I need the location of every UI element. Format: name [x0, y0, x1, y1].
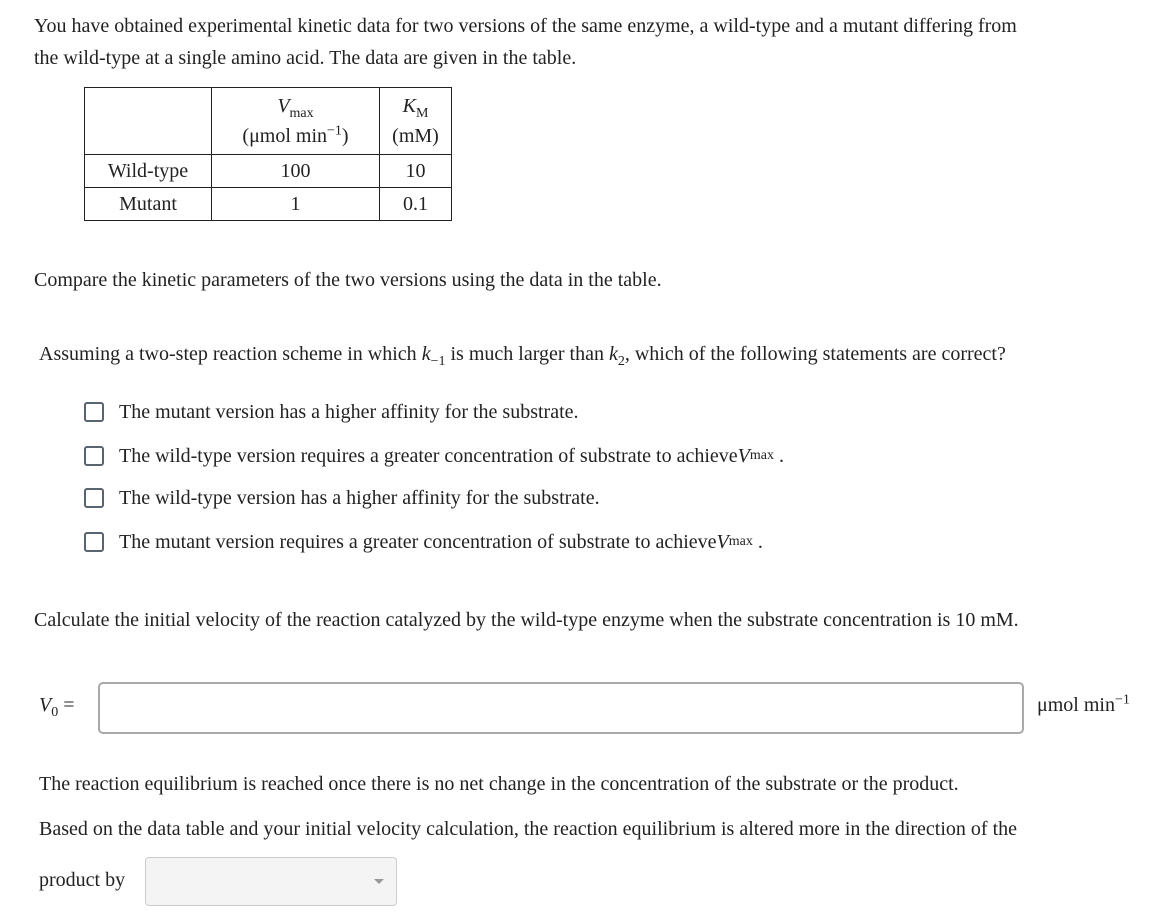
v0-label	[39, 694, 75, 720]
vmax-unit-pre: (μmol min	[242, 125, 328, 147]
intro-paragraph	[34, 10, 1154, 74]
unit-superscript: −1	[1114, 692, 1130, 708]
vmax-symbol: V	[716, 530, 729, 553]
table-corner-cell	[85, 88, 212, 155]
km-header	[380, 88, 452, 155]
question-text-pre: Assuming a two-step reaction scheme in which	[39, 343, 422, 365]
k-minus-1-symbol: k	[421, 343, 431, 365]
product-by-label: product by	[39, 869, 126, 891]
checkbox[interactable]	[84, 446, 104, 466]
k-minus-1-subscript: −1	[430, 354, 446, 369]
question-prompt	[39, 338, 1006, 370]
km-unit: (mM)	[392, 125, 439, 147]
cell-km-mutant: 0.1	[380, 188, 452, 221]
compare-instruction: Compare the kinetic parameters of the two versions using the data in the table.	[34, 269, 662, 291]
v0-symbol: V	[39, 694, 52, 716]
km-symbol: K	[402, 95, 416, 117]
vmax-subscript: max	[289, 106, 314, 121]
question-text-mid: is much larger than	[445, 343, 609, 365]
option-label: The wild-type version requires a greater concentration of substrate to achieve	[119, 444, 738, 467]
chevron-down-icon	[374, 879, 384, 884]
row-label-wild-type: Wild-type	[85, 155, 212, 188]
option-label: The wild-type version has a higher affinity for the substrate.	[119, 486, 600, 509]
unit-text: μmol min	[1037, 694, 1115, 716]
question-text-post: , which of the following statements are correct?	[624, 343, 1006, 365]
km-subscript: M	[415, 106, 429, 121]
cell-vmax-mutant: 1	[212, 188, 380, 221]
vmax-header	[212, 88, 380, 155]
checkbox[interactable]	[84, 488, 104, 508]
k2-symbol: k	[608, 343, 618, 365]
k2-subscript: 2	[617, 354, 625, 369]
equals-sign: =	[58, 694, 75, 716]
checkbox[interactable]	[84, 532, 104, 552]
vmax-symbol: V	[277, 95, 290, 117]
option-wild-type-greater-concentration[interactable]: The wild-type version requires a greater concentration of substrate to achieve V max .	[84, 441, 784, 471]
intro-line-2: the wild-type at a single amino acid. The data are given in the table.	[34, 47, 577, 69]
row-label-mutant: Mutant	[85, 188, 212, 221]
vmax-unit-sup: −1	[327, 123, 342, 139]
intro-line-1: You have obtained experimental kinetic data for two versions of the same enzyme, a wild-type and a mutant differing from	[34, 15, 1017, 37]
cell-km-wild-type: 10	[380, 155, 452, 188]
option-label: The mutant version requires a greater concentration of substrate to achieve	[119, 530, 717, 553]
v0-subscript: 0	[51, 705, 59, 720]
vmax-unit-post: )	[341, 125, 349, 147]
option-label: The mutant version has a higher affinity for the substrate.	[119, 400, 579, 423]
checkbox[interactable]	[84, 402, 104, 422]
option-mutant-higher-affinity[interactable]	[84, 397, 579, 427]
v0-unit	[1037, 694, 1130, 717]
kinetic-data-table	[84, 87, 452, 221]
cell-vmax-wild-type: 100	[212, 155, 380, 188]
table-row-wild-type	[85, 155, 452, 188]
based-on-statement: Based on the data table and your initial velocity calculation, the reaction equilibrium is altered more in the direction of the	[39, 818, 1018, 840]
v0-answer-input[interactable]	[98, 682, 1024, 734]
equilibrium-statement: The reaction equilibrium is reached once there is no net change in the concentration of the substrate or the product.	[39, 773, 959, 795]
product-factor-dropdown[interactable]	[145, 857, 397, 906]
table-row-mutant	[85, 188, 452, 221]
option-wild-type-higher-affinity[interactable]	[84, 483, 600, 513]
vmax-symbol: V	[737, 444, 750, 467]
calculate-instruction: Calculate the initial velocity of the reaction catalyzed by the wild-type enzyme when the substrate concentration is 10 mM.	[34, 609, 1019, 631]
option-mutant-greater-concentration[interactable]: The mutant version requires a greater concentration of substrate to achieve V max .	[84, 527, 763, 557]
